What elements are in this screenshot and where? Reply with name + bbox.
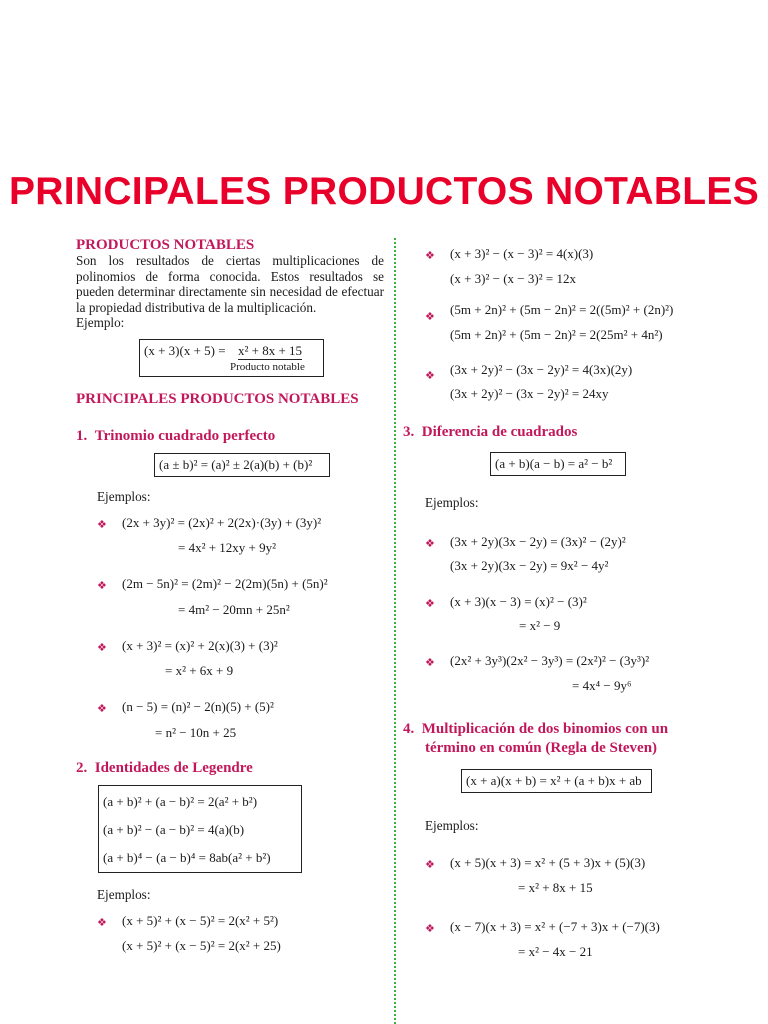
s2-ex3-line1: (5m + 2n)² + (5m − 2n)² = 2((5m)² + (2n)²)	[450, 302, 674, 317]
s1-ex1-line2: = 4x² + 12xy + 9y²	[178, 540, 277, 555]
diamond-bullet-icon: ❖	[425, 923, 435, 935]
diamond-bullet-icon: ❖	[97, 580, 107, 592]
diamond-bullet-icon: ❖	[425, 598, 435, 610]
s2-examples-label: Ejemplos:	[97, 887, 151, 902]
intro-heading: PRODUCTOS NOTABLES	[76, 237, 255, 253]
diamond-bullet-icon: ❖	[425, 538, 435, 550]
s3-examples-label: Ejemplos:	[425, 495, 479, 510]
s3-ex2-line1: (x + 3)(x − 3) = (x)² − (3)²	[450, 594, 587, 609]
s2-ex4-line2: (3x + 2y)² − (3x − 2y)² = 24xy	[450, 386, 609, 401]
example-box: (x + 3)(x + 5) = x² + 8x + 15 Producto notable	[139, 339, 324, 377]
s1-ex1-line1: (2x + 3y)² = (2x)² + 2(2x)·(3y) + (3y)²	[122, 515, 322, 530]
s4-ex2-line2: = x² − 4x − 21	[518, 944, 593, 959]
s3-heading: 3. Diferencia de cuadrados	[403, 424, 578, 440]
s4-ex1-line1: (x + 5)(x + 3) = x² + (5 + 3)x + (5)(3)	[450, 855, 646, 870]
diamond-bullet-icon: ❖	[425, 370, 435, 382]
s1-heading: 1. Trinomio cuadrado perfecto	[76, 428, 276, 444]
diamond-bullet-icon: ❖	[97, 642, 107, 654]
intro-text: Son los resultados de ciertas multiplicaciones de polinomios de forma conocida. Estos resultados se pueden determinar directamente sin necesidad de efectuar la propiedad distributiva de la multiplicación. Ejemplo:	[76, 253, 384, 330]
s2-ex2-line2: (x + 3)² − (x − 3)² = 12x	[450, 271, 576, 286]
diamond-bullet-icon: ❖	[425, 859, 435, 871]
diamond-bullet-icon: ❖	[97, 519, 107, 531]
s1-examples-label: Ejemplos:	[97, 489, 151, 504]
s1-ex4-line2: = n² − 10n + 25	[155, 725, 237, 740]
s3-ex3-line2: = 4x⁴ − 9y⁶	[572, 678, 632, 693]
s4-ex2-line1: (x − 7)(x + 3) = x² + (−7 + 3)x + (−7)(3)	[450, 919, 660, 934]
page-title: PRINCIPALES PRODUCTOS NOTABLES	[8, 170, 760, 213]
s4-ex1-line2: = x² + 8x + 15	[518, 880, 593, 895]
s4-heading: 4. Multiplicación de dos binomios con un	[403, 721, 669, 737]
s4-examples-label: Ejemplos:	[425, 818, 479, 833]
s1-ex4-line1: (n − 5) = (n)² − 2(n)(5) + (5)²	[122, 699, 274, 714]
s2-heading: 2. Identidades de Legendre	[76, 760, 253, 776]
s1-ex3-line1: (x + 3)² = (x)² + 2(x)(3) + (3)²	[122, 638, 278, 653]
diamond-bullet-icon: ❖	[425, 250, 435, 262]
s1-formula-box: (a ± b)² = (a)² ± 2(a)(b) + (b)²	[154, 453, 330, 477]
s2-ex3-line2: (5m + 2n)² + (5m − 2n)² = 2(25m² + 4n²)	[450, 327, 663, 342]
s3-formula-box: (a + b)(a − b) = a² − b²	[490, 452, 626, 476]
s3-ex2-line2: = x² − 9	[519, 618, 561, 633]
s3-ex1-line1: (3x + 2y)(3x − 2y) = (3x)² − (2y)²	[450, 534, 626, 549]
s1-ex3-line2: = x² + 6x + 9	[165, 663, 234, 678]
diamond-bullet-icon: ❖	[97, 917, 107, 929]
s1-ex2-line2: = 4m² − 20mn + 25n²	[178, 602, 290, 617]
diamond-bullet-icon: ❖	[425, 311, 435, 323]
section-heading: PRINCIPALES PRODUCTOS NOTABLES	[76, 391, 359, 407]
s2-ex4-line1: (3x + 2y)² − (3x − 2y)² = 4(3x)(2y)	[450, 362, 633, 377]
column-divider	[394, 238, 396, 1024]
s2-ex2-line1: (x + 3)² − (x − 3)² = 4(x)(3)	[450, 246, 594, 261]
s4-heading-line2: término en común (Regla de Steven)	[425, 740, 658, 756]
s2-ex1-line2: (x + 5)² + (x − 5)² = 2(x² + 25)	[122, 938, 281, 953]
s4-formula-box: (x + a)(x + b) = x² + (a + b)x + ab	[461, 769, 652, 793]
s3-ex1-line2: (3x + 2y)(3x − 2y) = 9x² − 4y²	[450, 558, 609, 573]
s1-ex2-line1: (2m − 5n)² = (2m)² − 2(2m)(5n) + (5n)²	[122, 576, 328, 591]
s2-formula-box: (a + b)² + (a − b)² = 2(a² + b²) (a + b)² − (a − b)² = 4(a)(b) (a + b)⁴ − (a − b)⁴ = 8ab(a² + b²)	[98, 785, 302, 873]
s3-ex3-line1: (2x² + 3y³)(2x² − 3y³) = (2x²)² − (3y³)²	[450, 653, 650, 668]
s2-ex1-line1: (x + 5)² + (x − 5)² = 2(x² + 5²)	[122, 913, 279, 928]
diamond-bullet-icon: ❖	[425, 657, 435, 669]
diamond-bullet-icon: ❖	[97, 703, 107, 715]
